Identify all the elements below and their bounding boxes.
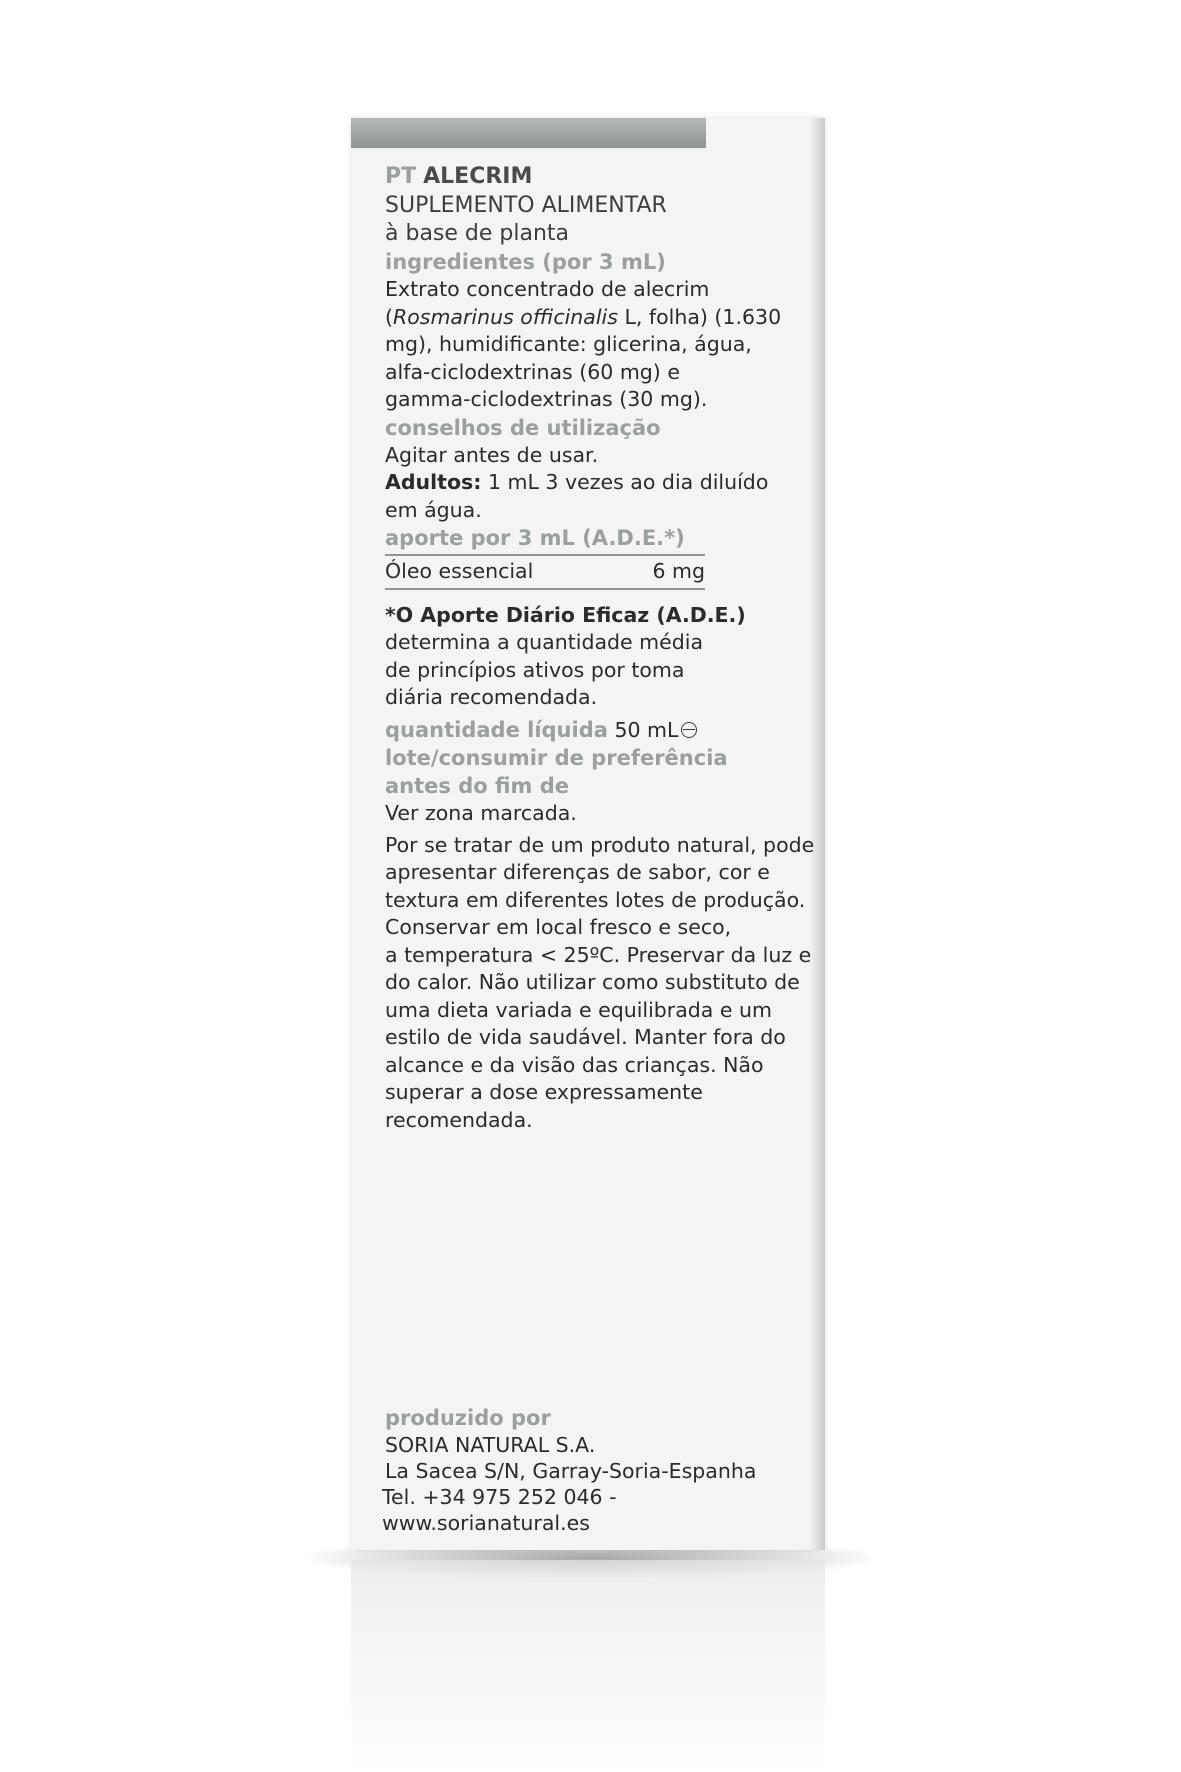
ade-note-line-2: determina a quantidade média <box>385 630 704 654</box>
quantity-label: quantidade líquida <box>385 717 608 742</box>
contribution-header: aporte por 3 mL (A.D.E.*) <box>385 526 685 550</box>
warnings-line-11: recomendada. <box>385 1107 533 1132</box>
warnings-line-9: alcance e da visão das crianças. Não <box>385 1052 764 1077</box>
quantity-line <box>385 716 815 745</box>
latin-name: Rosmarinus officinalis <box>393 304 618 329</box>
contribution-value: 6 mg <box>652 559 705 583</box>
estimated-sign-icon <box>681 722 697 738</box>
producer-address: La Sacea S/N, Garray-Soria-Espanha <box>385 1459 757 1483</box>
ingredients-line-5: gamma-ciclodextrinas (30 mg). <box>385 387 708 411</box>
producer-contact: Tel. +34 975 252 046 - www.sorianatural.es <box>382 1485 617 1535</box>
product-name: ALECRIM <box>423 164 533 189</box>
warnings-line-3: textura em diferentes lotes de produção. <box>385 887 806 912</box>
warnings-line-1: Por se tratar de um produto natural, pode <box>385 832 815 857</box>
ingredients-line-3: mg), humidificante: glicerina, água, <box>385 332 752 356</box>
product-title <box>385 162 815 192</box>
warnings-line-2: apresentar diferenças de sabor, cor e <box>385 860 770 884</box>
warnings-line-8: estilo de vida saudável. Manter fora do <box>385 1025 786 1049</box>
producer-block <box>382 1404 815 1536</box>
producer-company: SORIA NATURAL S.A. <box>385 1433 596 1457</box>
warnings-line-5: a temperatura < 25ºC. Preservar da luz e <box>385 942 812 967</box>
subtitle-line-1: SUPLEMENTO ALIMENTAR <box>385 193 667 218</box>
quantity-value: 50 mL <box>614 717 679 742</box>
ingredients-open-paren: ( <box>385 304 393 329</box>
usage-header: conselhos de utilização <box>385 415 661 440</box>
usage-line-1: Agitar antes de usar. <box>385 442 599 467</box>
warnings-line-10: superar a dose expressamente <box>385 1080 703 1104</box>
warnings-line-6: do calor. Não utilizar como substituto de <box>385 970 800 994</box>
ade-note-line-3: de princípios ativos por toma <box>385 657 685 682</box>
warnings-line-4: Conservar em local fresco e seco, <box>385 915 732 939</box>
contribution-table-row <box>385 554 705 590</box>
label-text-block <box>385 162 815 1134</box>
lot-header-line-1: lote/consumir de preferência <box>385 746 728 770</box>
language-code: PT <box>385 164 417 189</box>
usage-adults <box>385 469 815 497</box>
producer-header: produzido por <box>385 1406 551 1430</box>
box-top-band <box>351 118 706 148</box>
lot-header-line-2: antes do fim de <box>385 774 570 798</box>
lot-text: Ver zona marcada. <box>385 801 577 825</box>
usage-line-3: em água. <box>385 497 482 522</box>
ade-note-line-4: diária recomendada. <box>385 685 598 709</box>
ade-note-bold: *O Aporte Diário Eficaz (A.D.E.) <box>385 602 746 627</box>
ingredients-line-2-rest: L, folha) (1.630 <box>617 304 782 329</box>
subtitle-line-2: à base de planta <box>385 221 570 246</box>
ingredients-line-2 <box>385 304 815 332</box>
ingredients-header: ingredientes (por 3 mL) <box>385 250 666 274</box>
adults-label: Adultos: <box>385 470 482 494</box>
contribution-name: Óleo essencial <box>385 559 534 583</box>
box-reflection <box>351 1560 825 1772</box>
adults-text: 1 mL 3 vezes ao dia diluído <box>481 470 769 494</box>
warnings-line-7: uma dieta variada e equilibrada e um <box>385 997 772 1022</box>
ingredients-line-4: alfa-ciclodextrinas (60 mg) e <box>385 359 680 384</box>
ingredients-line-1: Extrato concentrado de alecrim <box>385 277 710 301</box>
